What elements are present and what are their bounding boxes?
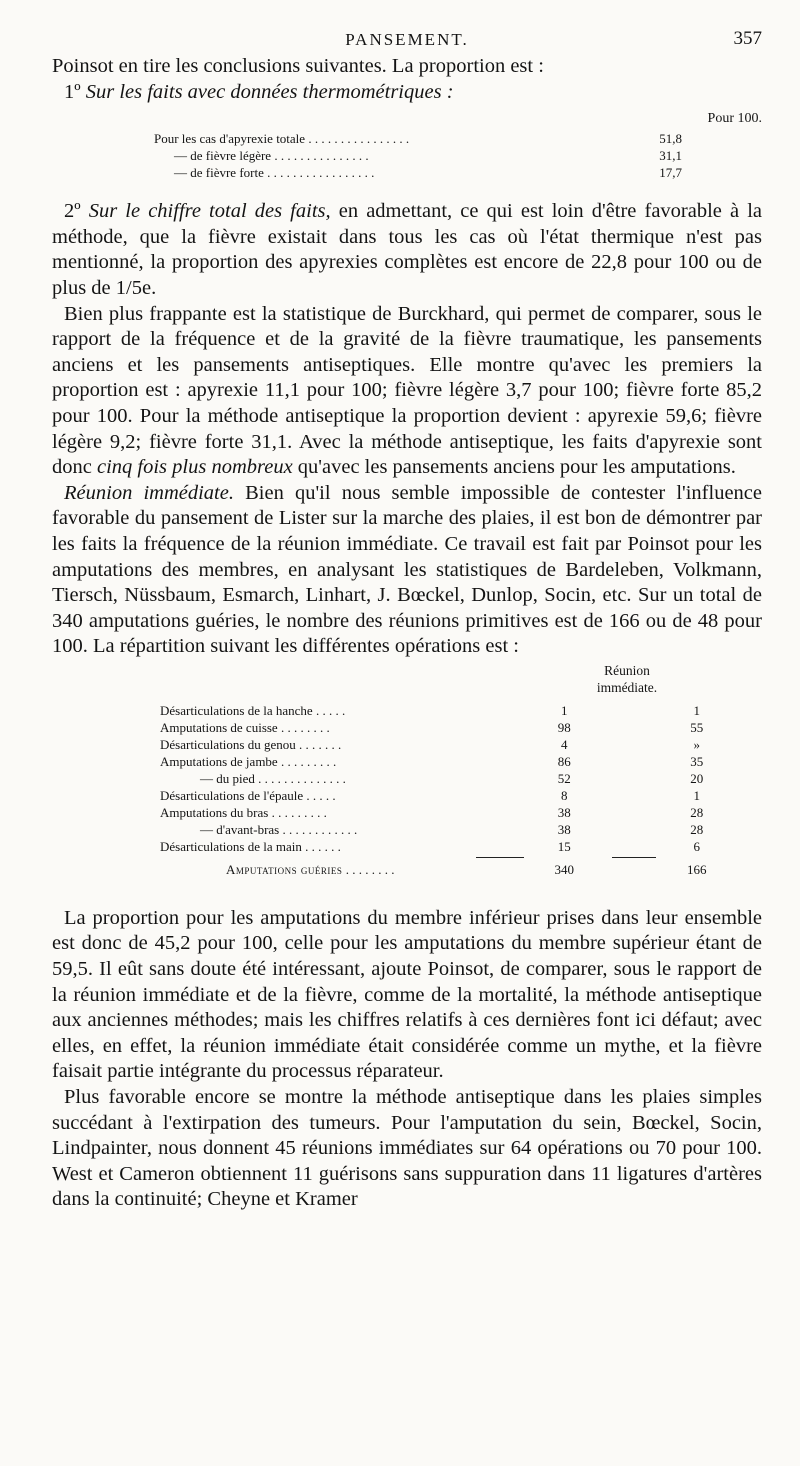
row-total: 8 (560, 787, 568, 803)
book-page (52, 24, 762, 1213)
total-row (160, 855, 762, 878)
row-label: — de fièvre légère (174, 148, 272, 164)
row-label: Pour les cas d'apyrexie totale (154, 131, 306, 147)
row-label: Désarticulations du genou (160, 736, 296, 752)
reunion-paragraph (52, 481, 762, 660)
burckhard-paragraph (52, 302, 762, 481)
row-reunion: 20 (690, 770, 704, 786)
table-row (160, 736, 762, 753)
section-1-title: Sur les faits avec données thermométriques : (85, 80, 454, 103)
section-1-number: 1º (64, 80, 81, 103)
row-value: 31,1 (659, 148, 682, 164)
row-total: 15 (557, 838, 571, 854)
table1-column-header: Pour 100. (707, 111, 762, 127)
running-title: PANSEMENT. (345, 30, 469, 49)
final-paragraph: Plus favorable encore se montre la méthode antiseptique dans les plaies simples succédant à l'extirpation des tumeurs. Pour l'amputation du sein, Bœckel, Socin, Lindpainter, nous donnent 45 réunions immédiates sur 64 opérations ou 70 pour 100. West et Cameron obtiennent 11 guérisons sans suppuration dans 11 ligatures d'artères dans la continuité; Cheyne et Kramer (52, 1086, 762, 1211)
row-total: 38 (557, 821, 571, 837)
row-reunion: » (693, 736, 700, 752)
row-label: — de fièvre forte (174, 165, 264, 181)
row-label: Amputations de cuisse (160, 719, 278, 735)
row-label: Désarticulations de la hanche (160, 702, 313, 718)
row-label: — du pied (200, 770, 255, 786)
leader-dots: . . . . . (306, 787, 336, 803)
fever-table (154, 130, 682, 181)
row-label: Amputations du bras (160, 804, 269, 820)
row-label: Amputations de jambe (160, 753, 278, 769)
table2-column-header: Réunion immédiate. (596, 662, 658, 695)
leader-dots: . . . . . . . (299, 736, 342, 752)
amputation-table-block (52, 662, 762, 888)
section-1-heading (52, 80, 762, 106)
row-total: 52 (557, 770, 571, 786)
row-reunion: 35 (690, 753, 704, 769)
leader-dots: . . . . . . (305, 838, 341, 854)
amputation-table (160, 702, 762, 878)
row-total: 86 (557, 753, 571, 769)
table-row (154, 130, 682, 147)
row-label: — d'avant-bras (200, 821, 280, 837)
reunion-heading: Réunion immédiate. (64, 481, 234, 504)
table-row (160, 702, 762, 719)
row-reunion: 1 (693, 787, 700, 803)
burckhard-text: Bien plus frappante est la statistique de Burckhard, qui permet de comparer, sous le rapport de la fréquence et de la gravité de la fièvre traumatique, les pansements anciens et les pansements antiseptiques. Elle montre qu'avec les premiers la proportion est : apyrexie 11,1 pour 100; fièvre légère 3,7 pour 100; fièvre forte 85,2 pour 100. Pour la méthode antiseptique la proportion devient : apyrexie 59,6; fièvre légère 9,2; fièvre forte 31,1. Avec la méthode antiseptique, les faits d'apyrexie sont donc (52, 302, 762, 479)
table-row (160, 719, 762, 736)
table-row (160, 787, 762, 804)
section-2-text: en admettant, ce qui est loin d'être favorable à la méthode, que la fièvre existait dans tous les cas où l'état thermique n'est pas mentionné, la proportion des apyrexies complètes est encore de 22,8 pour 100 ou de plus de 1/5e. (52, 200, 762, 299)
row-value: 17,7 (659, 165, 682, 181)
row-reunion: 28 (690, 821, 704, 837)
row-reunion: 1 (693, 702, 700, 718)
table-row (160, 821, 762, 838)
total-count: 340 (554, 861, 574, 877)
row-value: 51,8 (659, 131, 682, 147)
leader-dots: . . . . . . . . . . . . . . . . (308, 131, 410, 147)
row-reunion: 55 (690, 719, 704, 735)
section-2-title: Sur le chiffre total des faits, (88, 200, 331, 223)
row-reunion: 28 (690, 804, 704, 820)
sum-rule (476, 857, 524, 858)
row-label: Désarticulations de l'épaule (160, 787, 304, 803)
row-total: 38 (557, 804, 571, 820)
leader-dots: . . . . . . . . . . . . . . . (274, 148, 369, 164)
leader-dots: . . . . . (315, 702, 346, 718)
leader-dots: . . . . . . . . . . . . . . (258, 770, 346, 786)
table-row (154, 164, 682, 181)
table-row (160, 753, 762, 770)
leader-dots: . . . . . . . . (280, 719, 330, 735)
leader-dots: . . . . . . . . . . . . . . . . . (267, 165, 375, 181)
table-row (160, 770, 762, 787)
intro-line: Poinsot en tire les conclusions suivantes. La proportion est : (52, 55, 544, 77)
running-header (52, 24, 762, 54)
burckhard-emphasis: cinq fois plus nombreux (96, 456, 293, 479)
proportion-paragraph: La proportion pour les amputations du membre inférieur prises dans leur ensemble est donc de 45,2 pour 100, celle pour les amputations du membre supérieur étant de 59,5. Il eût sans doute été intéressant, ajoute Poinsot, de comparer, sous le rapport de la réunion immédiate et de la fièvre, comme de la mortalité, la méthode antiseptique aux anciennes méthodes; mais les chiffres relatifs à ces dernières font ici défaut; avec elles, en effet, la réunion immédiate était considérée comme un mythe, et la fièvre faisait partie intégrante du processus réparateur. (52, 906, 762, 1083)
row-total: 98 (557, 719, 571, 735)
table-row (154, 147, 682, 164)
section-2-number: 2º (64, 200, 81, 223)
page-number: 357 (733, 28, 762, 49)
burckhard-text-end: qu'avec les pansements anciens pour les amputations. (297, 456, 736, 479)
total-label: Amputations guéries (226, 861, 343, 877)
row-reunion: 6 (693, 838, 700, 854)
table-row (160, 838, 762, 855)
row-total: 4 (560, 736, 568, 752)
table-row (160, 804, 762, 821)
total-reunion: 166 (686, 861, 707, 877)
row-label: Désarticulations de la main (160, 838, 302, 854)
section-2-paragraph (52, 199, 762, 301)
leader-dots: . . . . . . . . . (280, 753, 337, 769)
leader-dots: . . . . . . . . . (271, 804, 327, 820)
row-total: 1 (560, 702, 568, 718)
sum-rule (612, 857, 656, 858)
reunion-text: Bien qu'il nous semble impossible de contester l'influence favorable du pansement de Lister sur la marche des plaies, il est bon de démontrer par les faits la fréquence de la réunion immédiate. Ce travail est fait par Poinsot pour les amputations des membres, en analysant les statistiques de Bardeleben, Volkmann, Tiersch, Nüssbaum, Esmarch, Linhart, J. Bœckel, Dunlop, Socin, etc. Sur un total de 340 amputations guéries, le nombre des réunions primitives est de 166 ou de 48 pour 100. La répartition suivant les différentes opérations est : (52, 481, 763, 658)
leader-dots: . . . . . . . . (345, 861, 395, 877)
leader-dots: . . . . . . . . . . . . (282, 821, 358, 837)
